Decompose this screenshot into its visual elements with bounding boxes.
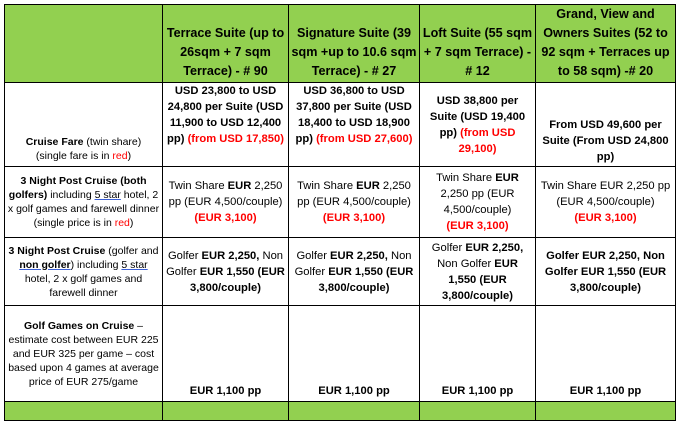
post-mixed-terrace-non-price: 1,550 (EUR 3,800/couple) (190, 265, 285, 294)
golf-games-label-bold: Golf Games on Cruise (23, 319, 135, 332)
post-mixed-signature (289, 238, 420, 306)
post-both-terrace (163, 167, 289, 238)
cruise-fare-note-end: ) (127, 150, 132, 162)
post-both-loft (420, 167, 536, 238)
post-mixed-label-4: ) including (70, 258, 122, 271)
post-both-terrace-twin: Twin Share (168, 180, 228, 192)
header-signature-suite: Signature Suite (39 sqm +up to 10.6 sqm Terrace) - # 27 (289, 5, 420, 83)
header-grand-suites: Grand, View and Owners Suites (52 to 92 sqm + Terraces up to 58 sqm) -# 20 (536, 5, 676, 83)
cruise-fare-note: (single fare is in (35, 150, 113, 162)
cruise-fare-signature (289, 83, 420, 167)
post-mixed-terrace-golfer: Golfer (167, 249, 202, 262)
footer-cell-1 (5, 402, 163, 421)
post-cruise-mixed-row (5, 238, 676, 306)
cruise-fare-terrace (163, 83, 289, 167)
post-both-signature-price: 2,250 pp (EUR 4,500/couple) (297, 180, 411, 208)
footer-row (5, 402, 676, 421)
cruise-fare-label-bold: Cruise Fare (25, 136, 84, 148)
golf-games-label (5, 306, 163, 402)
cruise-fare-signature-single: (from USD 27,600) (316, 133, 413, 145)
post-mixed-signature-eur: EUR (328, 265, 352, 278)
cruise-fare-terrace-single: (from USD 17,850) (187, 133, 284, 145)
post-both-signature-single: (EUR 3,100) (322, 212, 386, 224)
post-both-signature (289, 167, 420, 238)
cruise-fare-grand (536, 83, 676, 167)
post-both-signature-twin: Twin Share (297, 180, 357, 192)
post-mixed-label-6: hotel, 2 x golf games and farewell dinner (24, 272, 143, 299)
cruise-fare-loft-price: USD 38,800 per Suite (USD 19,400 pp) (429, 94, 526, 139)
footer-cell-2 (163, 402, 289, 421)
post-both-label-red: red (114, 217, 130, 229)
post-both-grand-single: (EUR 3,100) (574, 212, 637, 224)
post-both-label-2: including (47, 189, 95, 201)
cruise-fare-label-rest: (twin share) (83, 136, 142, 148)
post-both-terrace-eur: EUR (227, 180, 252, 192)
golf-games-signature: EUR 1,100 pp (289, 306, 420, 402)
post-both-grand (536, 167, 676, 238)
cruise-fare-note-red: red (112, 150, 128, 162)
post-mixed-signature-non: Non Golfer (294, 249, 412, 278)
post-cruise-both-golfers-row (5, 167, 676, 238)
post-cruise-both-label (5, 167, 163, 238)
post-mixed-grand (536, 238, 676, 306)
post-cruise-mixed-label (5, 238, 163, 306)
cruise-fare-terrace-price: USD 23,800 to USD 24,800 per Suite (USD 11,900 to USD 12,400 pp) (167, 85, 284, 145)
post-mixed-signature-non-price: 1,550 (EUR 3,800/couple) (318, 265, 414, 294)
post-both-loft-single: (EUR 3,100) (446, 220, 509, 232)
footer-cell-4 (420, 402, 536, 421)
cruise-fare-loft (420, 83, 536, 167)
golf-games-grand: EUR 1,100 pp (536, 306, 676, 402)
golf-games-loft: EUR 1,100 pp (420, 306, 536, 402)
post-mixed-label-2: (golfer and (105, 244, 159, 257)
post-both-label-6: ) (129, 217, 134, 229)
post-mixed-loft-non: Non Golfer (437, 257, 495, 270)
post-mixed-label-non-golfer: non golfer (19, 258, 71, 271)
post-both-label-5star: 5 star (94, 189, 121, 201)
post-both-terrace-single: (EUR 3,100) (194, 212, 257, 224)
cruise-fare-loft-single: (from USD 29,100) (458, 126, 516, 155)
post-mixed-label-5star: 5 star (121, 258, 148, 271)
cruise-fare-grand-price: From USD 49,600 per Suite (From USD 24,800 pp) (542, 119, 669, 163)
footer-cell-5 (536, 402, 676, 421)
post-mixed-signature-golfer-price: EUR 2,250, (330, 249, 388, 262)
post-mixed-terrace-golfer-price: EUR 2,250, (201, 249, 260, 262)
post-mixed-loft-eur: EUR (494, 257, 518, 270)
cruise-fare-signature-price: USD 36,800 to USD 37,800 per Suite (USD 18,400 to USD 18,900 pp) (295, 85, 412, 145)
post-both-signature-eur: EUR (356, 180, 380, 192)
post-both-grand-price: Twin Share EUR 2,250 pp (EUR 4,500/couple) (540, 180, 671, 208)
post-mixed-terrace-eur: EUR (199, 265, 224, 278)
post-both-terrace-price: 2,250 pp (EUR 4,500/couple) (168, 180, 283, 208)
header-terrace-suite: Terrace Suite (up to 26sqm + 7 sqm Terrace) - # 90 (163, 5, 289, 83)
post-both-loft-price: 2,250 pp (EUR 4,500/couple) (440, 188, 515, 216)
post-mixed-loft-golfer-price: EUR 2,250, (465, 241, 524, 254)
post-mixed-loft-non-price: 1,550 (EUR 3,800/couple) (442, 273, 513, 302)
golf-games-label-rest: – estimate cost between EUR 225 and EUR 325 per game – cost based upon 4 games at average price of EUR 275/game (8, 319, 159, 388)
post-mixed-loft (420, 238, 536, 306)
cruise-fare-row (5, 83, 676, 167)
footer-cell-3 (289, 402, 420, 421)
header-row (5, 5, 676, 83)
cruise-fare-label (5, 83, 163, 167)
suite-pricing-table (4, 4, 676, 421)
post-mixed-loft-golfer: Golfer (431, 241, 466, 254)
post-mixed-signature-golfer: Golfer (296, 249, 331, 262)
golf-games-row (5, 306, 676, 402)
post-both-loft-twin: Twin Share (436, 172, 496, 184)
post-mixed-terrace (163, 238, 289, 306)
post-mixed-terrace-non: Non Golfer (166, 249, 284, 278)
post-mixed-grand-price: Golfer EUR 2,250, Non Golfer EUR 1,550 (EUR 3,800/couple) (544, 249, 667, 294)
post-both-label-bold: 3 Night Post Cruise (both golfers) (8, 175, 147, 201)
golf-games-terrace: EUR 1,100 pp (163, 306, 289, 402)
post-both-loft-eur: EUR (495, 172, 519, 184)
post-both-label-4: hotel, 2 x golf games and farewell dinner (single price is in (7, 189, 160, 229)
header-blank-cell (5, 5, 163, 83)
post-mixed-label-bold: 3 Night Post Cruise (8, 244, 106, 257)
header-loft-suite: Loft Suite (55 sqm + 7 sqm Terrace) - # 12 (420, 5, 536, 83)
